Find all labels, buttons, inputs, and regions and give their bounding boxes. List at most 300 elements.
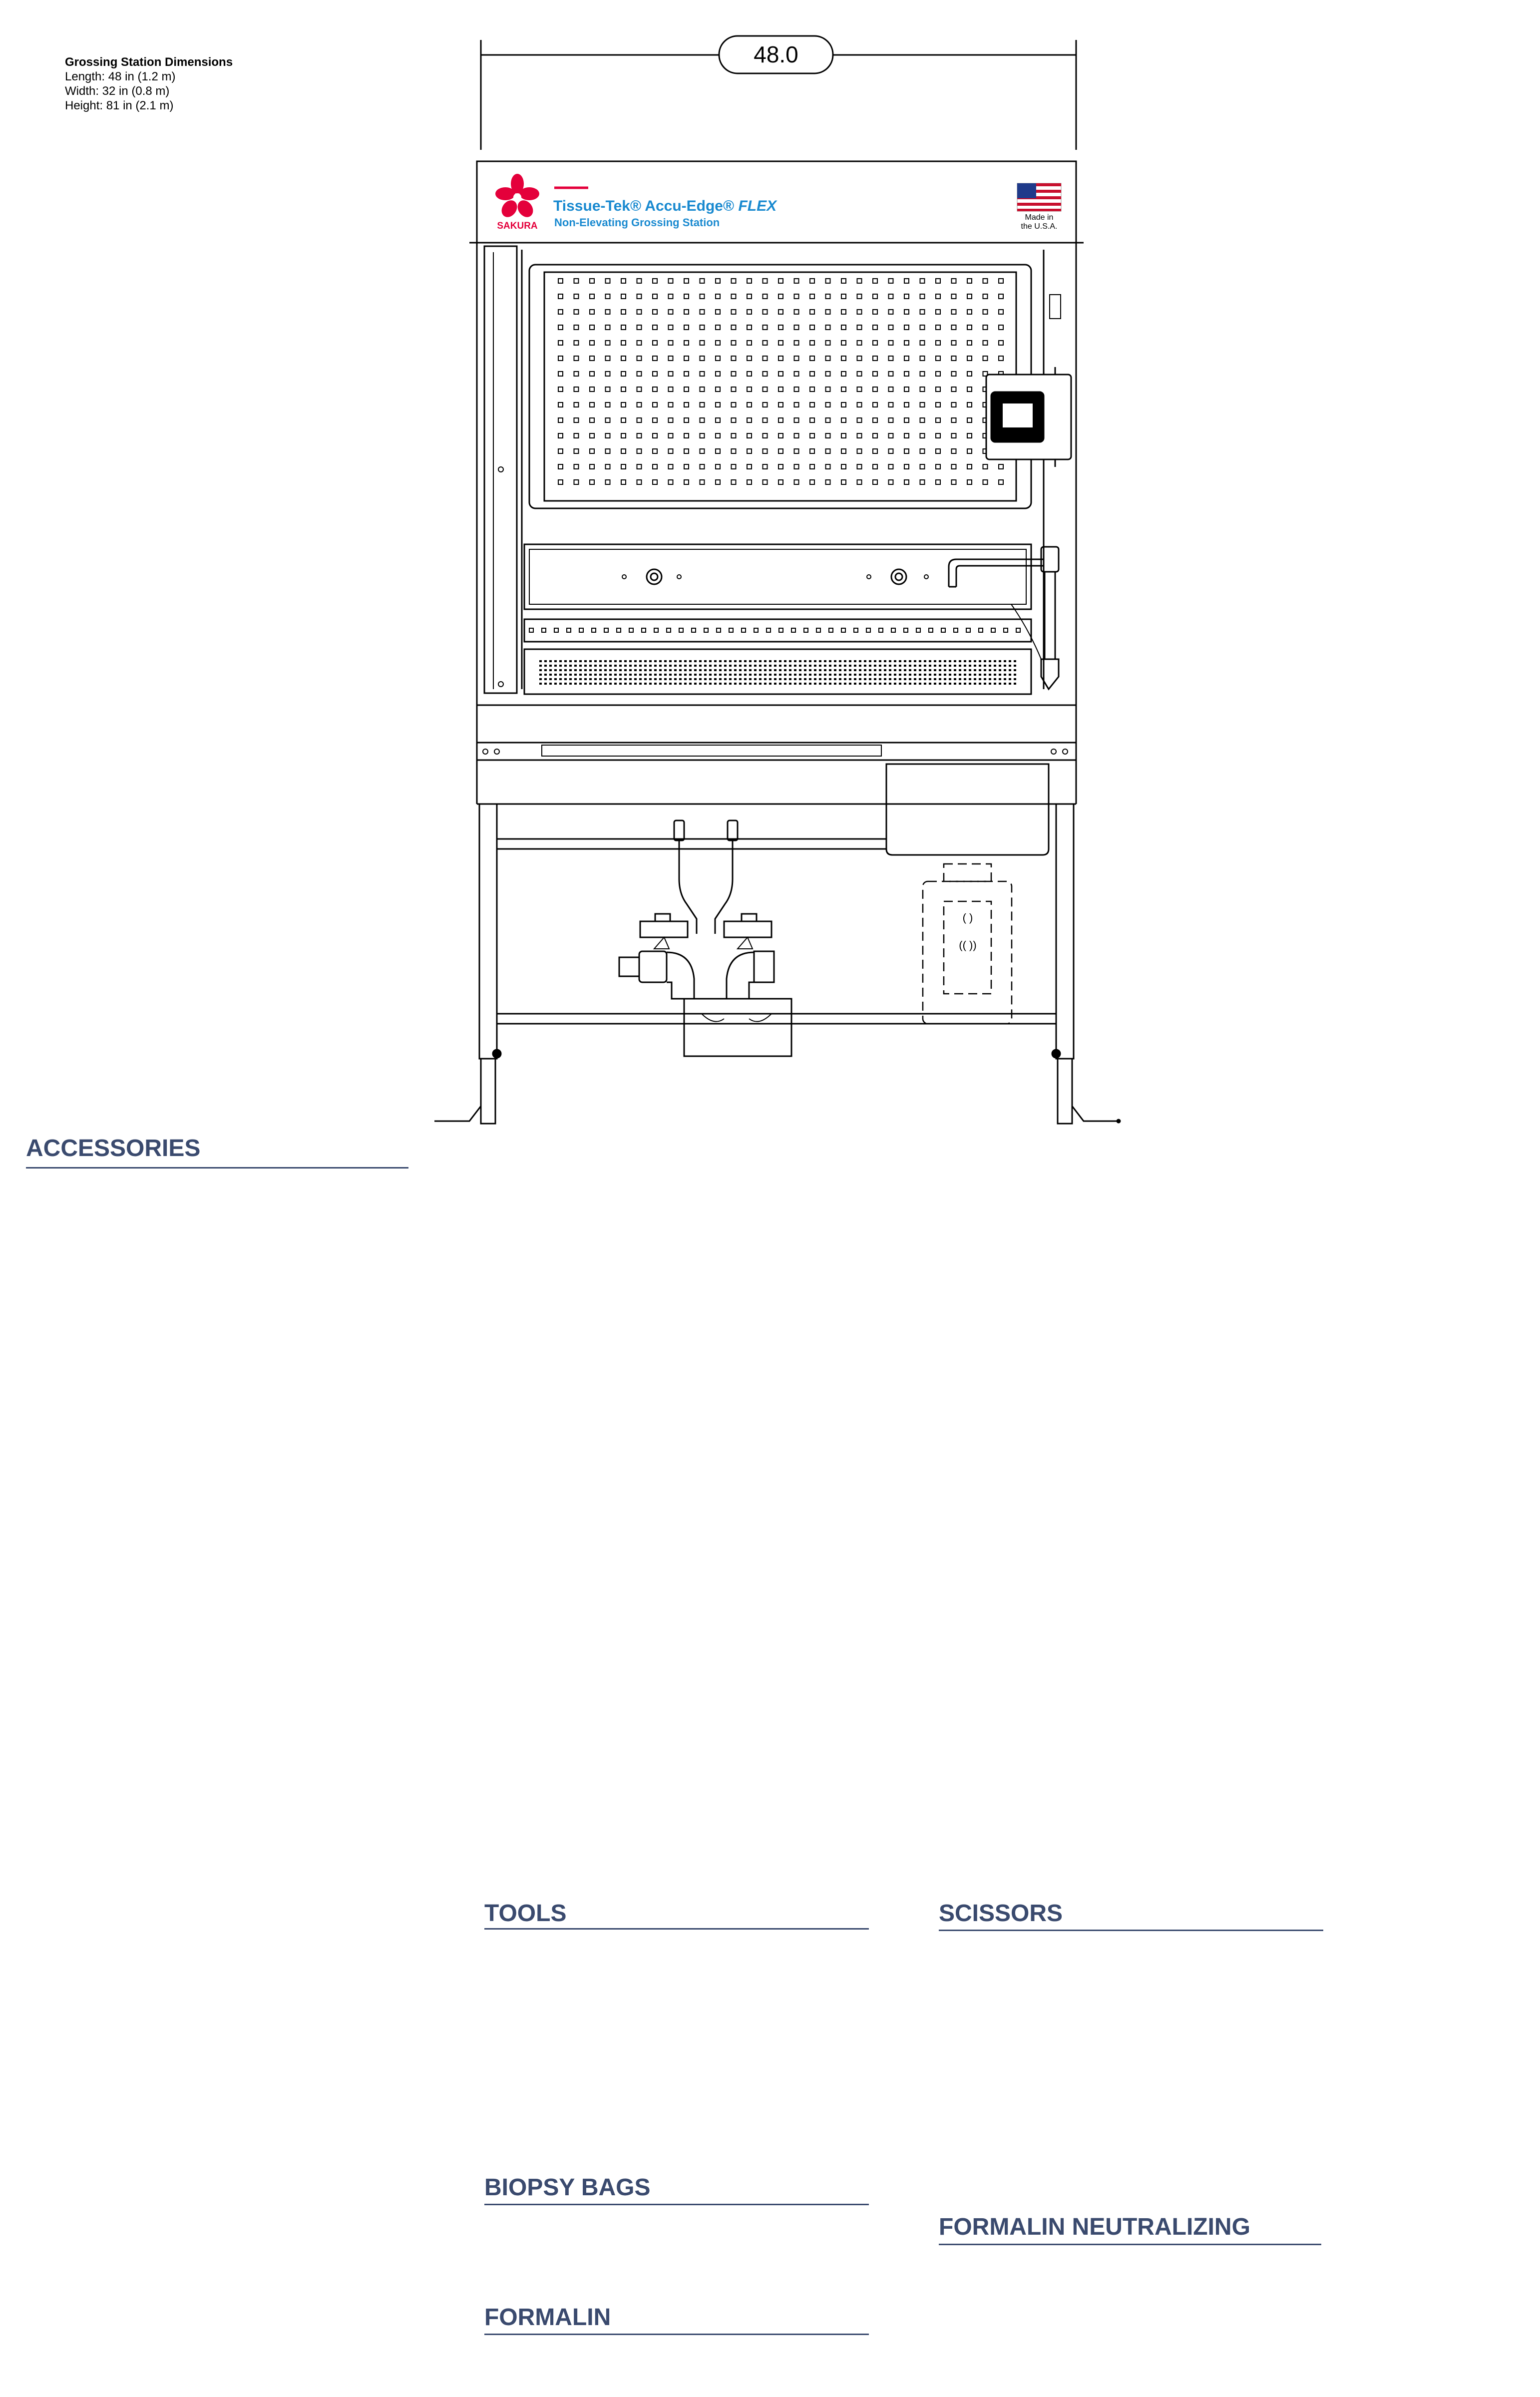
pegboard-hole [920,433,925,438]
grille-slot [619,683,622,685]
grille-slot [719,678,722,680]
grille-slot [949,660,951,662]
grille-slot [599,674,602,676]
grille-slot [559,660,562,662]
pegboard-hole [999,325,1003,330]
pegboard-hole [590,341,594,345]
pegboard-hole [983,279,988,283]
pegboard-hole [952,372,956,376]
grille-slot [679,678,682,680]
grille-slot [624,683,627,685]
pegboard-hole [732,279,736,283]
strip-hole [604,628,608,632]
pegboard-hole [574,279,579,283]
grille-slot [904,678,906,680]
pegboard-hole [952,294,956,299]
grille-slot [749,665,752,667]
grille-slot [604,674,607,676]
pegboard-hole [857,294,862,299]
grille-slot [874,669,876,671]
grille-slot [754,678,757,680]
grille-slot [964,683,966,685]
grille-slot [1004,674,1006,676]
pegboard-hole [794,341,799,345]
pegboard-hole [857,464,862,469]
grille-slot [564,678,567,680]
grille-slot [584,674,587,676]
grille-slot [999,665,1001,667]
pegboard-hole [558,294,563,299]
pegboard-hole [669,356,673,361]
grille-slot [964,660,966,662]
grille-slot [664,674,667,676]
grille-slot [874,674,876,676]
grille-slot [704,665,707,667]
grille-slot [939,660,941,662]
grille-slot [634,665,637,667]
pegboard-hole [684,341,689,345]
grille-slot [689,683,692,685]
grille-slot [884,683,886,685]
pegboard-hole [826,372,830,376]
section-tools [484,1900,869,1928]
pegboard-hole [700,294,705,299]
pegboard-hole [653,356,657,361]
pegboard-hole [889,433,893,438]
pegboard-hole [841,402,846,407]
pegboard-hole [621,356,626,361]
strip-hole [866,628,870,632]
grille-slot [679,660,682,662]
grille-slot [804,665,806,667]
grille-slot [999,683,1001,685]
strip-hole [654,628,658,632]
pegboard-hole [873,325,877,330]
pegboard-hole [920,372,925,376]
grille-slot [699,678,702,680]
pegboard-hole [621,464,626,469]
grille-slot [739,660,742,662]
grille-slot [859,678,861,680]
grille-slot [849,665,851,667]
pegboard-hole [732,418,736,422]
pegboard-hole [841,294,846,299]
grille-slot [929,669,931,671]
grille-slot [734,678,737,680]
pegboard-hole [952,310,956,314]
pegboard-hole [810,356,814,361]
grille-slot [954,660,956,662]
pegboard-hole [700,449,705,453]
pegboard-hole [936,325,940,330]
pegboard-hole [653,464,657,469]
grille-slot [769,683,771,685]
grille-slot [564,660,567,662]
grille-slot [554,660,557,662]
pegboard-hole [778,480,783,484]
grille-slot [944,660,946,662]
pegboard-hole [621,310,626,314]
grille-slot [999,674,1001,676]
grille-slot [639,683,642,685]
pegboard-hole [732,310,736,314]
grille-slot [694,660,697,662]
grille-slot [544,660,547,662]
grille-slot [714,683,717,685]
grille-slot [974,678,976,680]
grille-slot [764,674,767,676]
grille-slot [634,678,637,680]
pegboard-hole [936,418,940,422]
pegboard-hole [857,279,862,283]
pegboard-hole [606,341,610,345]
grille-slot [994,678,996,680]
pegboard-hole [621,480,626,484]
grille-slot [919,678,921,680]
grille-slot [814,660,816,662]
sink-basin [886,764,1049,855]
strip-hole [554,628,558,632]
pegboard-hole [904,402,909,407]
pegboard-hole [747,356,752,361]
grille-slot [934,678,936,680]
grille-slot [834,660,836,662]
grille-slot [644,674,647,676]
pegboard-hole [590,449,594,453]
pegboard-hole [778,356,783,361]
pegboard-hole [794,325,799,330]
grille-slot [834,669,836,671]
grille-slot [674,660,677,662]
pegboard-hole [716,387,720,392]
grille-slot [684,660,687,662]
grille-slot [1009,660,1011,662]
pegboard-hole [590,480,594,484]
grille-slot [804,683,806,685]
grille-slot [654,678,657,680]
pegboard-hole [794,449,799,453]
grille-slot [869,669,871,671]
grille-slot [914,674,916,676]
pegboard-hole [716,449,720,453]
grille-slot [879,669,881,671]
grille-slot [1009,678,1011,680]
grille-slot [979,660,981,662]
pegboard-hole [920,279,925,283]
pegboard-hole [920,325,925,330]
pegboard-hole [684,294,689,299]
usa-flag-icon [1017,183,1061,211]
pegboard-hole [700,387,705,392]
pegboard-hole [904,449,909,453]
pegboard-hole [810,387,814,392]
grille-slot [654,660,657,662]
grille-slot [939,665,941,667]
grille-slot [719,669,722,671]
pegboard-hole [700,433,705,438]
grille-slot [1004,660,1006,662]
grille-slot [854,674,856,676]
grille-slot [844,665,846,667]
pegboard-hole [763,449,768,453]
pegboard-hole [983,294,988,299]
grille-slot [564,669,567,671]
pegboard-hole [904,310,909,314]
grille-slot [809,665,811,667]
strip-hole [704,628,708,632]
pegboard-hole [983,310,988,314]
pegboard-hole [857,433,862,438]
pegboard-hole [810,325,814,330]
pegboard-hole [810,372,814,376]
pegboard-hole [904,356,909,361]
grille-slot [899,665,901,667]
grille-slot [614,683,617,685]
grille-slot [589,678,592,680]
grille-slot [954,665,956,667]
grille-slot [794,669,796,671]
grille-slot [844,660,846,662]
grille-slot [649,660,652,662]
grille-slot [924,660,926,662]
pegboard-hole [606,402,610,407]
grille-slot [639,678,642,680]
grille-slot [544,669,547,671]
grille-slot [974,665,976,667]
pegboard-hole [558,356,563,361]
grille-slot [1014,674,1016,676]
grille-slot [784,669,786,671]
grille-slot [964,665,966,667]
grille-slot [859,674,861,676]
grille-slot [554,669,557,671]
pegboard-hole [653,310,657,314]
grille-slot [914,678,916,680]
grille-slot [1004,678,1006,680]
pegboard-hole [716,372,720,376]
pegboard-hole [920,341,925,345]
grille-slot [604,678,607,680]
grille-slot [794,665,796,667]
grille-slot [824,674,826,676]
pegboard-hole [873,433,877,438]
grille-slot [749,660,752,662]
grille-slot [574,683,577,685]
grille-slot [864,660,866,662]
grille-slot [739,674,742,676]
grille-slot [814,669,816,671]
section-formalin-neutralizing [939,2213,1321,2241]
section-biopsy-bags-rule [484,2204,869,2205]
grille-slot [584,665,587,667]
pegboard-hole [778,433,783,438]
pegboard-hole [826,433,830,438]
pegboard-hole [967,449,972,453]
grille-slot [824,669,826,671]
pegboard-hole [889,372,893,376]
grille-slot [674,669,677,671]
pegboard-hole [621,418,626,422]
grille-slot [999,669,1001,671]
grille-slot [864,674,866,676]
grille-slot [904,674,906,676]
pegboard-hole [669,449,673,453]
pegboard-hole [889,294,893,299]
grille-slot [674,674,677,676]
pegboard-hole [590,464,594,469]
grille-slot [749,669,752,671]
pegboard-hole [606,433,610,438]
grille-slot [899,660,901,662]
grille-slot [549,665,552,667]
pegboard-hole [857,310,862,314]
pegboard-hole [637,294,642,299]
pegboard-hole [841,356,846,361]
pegboard-hole [794,464,799,469]
pegboard-hole [637,325,642,330]
pegboard-hole [778,325,783,330]
grille-slot [869,665,871,667]
grille-slot [754,660,757,662]
pegboard-hole [653,325,657,330]
pegboard-hole [637,279,642,283]
pegboard-panel [529,265,1031,508]
strip-hole [854,628,858,632]
pegboard-hole [826,402,830,407]
strip-hole [767,628,770,632]
grille-slot [819,678,821,680]
section-accessories-rule [26,1167,408,1169]
grille-slot [659,678,662,680]
grille-slot [759,674,762,676]
grille-slot [854,678,856,680]
pegboard-hole [574,387,579,392]
grille-slot [784,678,786,680]
pegboard-hole [952,449,956,453]
pegboard-hole [778,341,783,345]
grille-slot [714,674,717,676]
grille-slot [779,660,781,662]
grille-slot [894,674,896,676]
grille-slot [964,674,966,676]
grille-slot [714,669,717,671]
grille-slot [939,669,941,671]
grille-slot [929,660,931,662]
grille-slot [689,665,692,667]
pegboard-hole [936,356,940,361]
pegboard-hole [574,356,579,361]
pegboard-hole [747,464,752,469]
pegboard-hole [778,449,783,453]
pegboard-hole [621,325,626,330]
grille-slot [959,660,961,662]
grille-slot [979,674,981,676]
pegboard-hole [936,480,940,484]
width-dimension [481,36,1076,150]
pegboard-hole [920,480,925,484]
grille-slot [799,660,801,662]
grille-slot [779,678,781,680]
grille-slot [954,678,956,680]
pegboard-hole [606,387,610,392]
grille-slot [794,683,796,685]
pegboard-hole [983,325,988,330]
grille-slot [654,674,657,676]
grille-slot [654,683,657,685]
pegboard-hole [590,433,594,438]
grille-slot [794,660,796,662]
pegboard-hole [763,480,768,484]
pegboard-hole [936,464,940,469]
grille-slot [664,678,667,680]
grille-slot [924,669,926,671]
grille-slot [784,674,786,676]
pegboard-hole [684,279,689,283]
pegboard-hole [826,294,830,299]
pegboard-hole [826,310,830,314]
pegboard-hole [778,464,783,469]
pegboard-hole [999,310,1003,314]
pegboard-hole [621,294,626,299]
pegboard-hole [794,402,799,407]
grille-slot [1009,669,1011,671]
grille-slot [634,683,637,685]
plumbing-assembly [619,820,791,1056]
grille-slot [904,683,906,685]
grille-slot [839,683,841,685]
pegboard-hole [794,433,799,438]
grille-slot [744,660,747,662]
grille-slot [694,678,697,680]
pegboard-hole [857,387,862,392]
pegboard-hole [637,480,642,484]
pegboard-hole [841,310,846,314]
grille-slot [879,674,881,676]
grille-slot [604,669,607,671]
grille-slot [624,678,627,680]
grille-slot [634,669,637,671]
pegboard-hole [653,418,657,422]
pegboard-hole [763,310,768,314]
grille-slot [894,678,896,680]
pegboard-hole [763,356,768,361]
grille-slot [779,674,781,676]
pegboard-hole [952,464,956,469]
pegboard-hole [952,433,956,438]
svg-text:Tissue-Tek® Accu-Edge® F [553,198,777,214]
pegboard-hole [889,464,893,469]
section-biopsy-bags-title: BIOPSY BAGS [484,2174,651,2201]
downdraft-grille [524,649,1031,694]
pegboard-hole [700,418,705,422]
grille-slot [724,674,727,676]
pegboard-hole [778,279,783,283]
pegboard-hole [716,402,720,407]
grille-slot [909,683,911,685]
pegboard-hole [621,402,626,407]
grille-slot [649,669,652,671]
pegboard-hole [669,325,673,330]
grille-slot [879,660,881,662]
pegboard-hole [700,464,705,469]
pegboard-hole [684,433,689,438]
pegboard-hole [936,433,940,438]
grille-slot [579,665,582,667]
grille-slot [604,683,607,685]
pegboard-hole [983,464,988,469]
grille-slot [599,660,602,662]
grille-slot [684,678,687,680]
